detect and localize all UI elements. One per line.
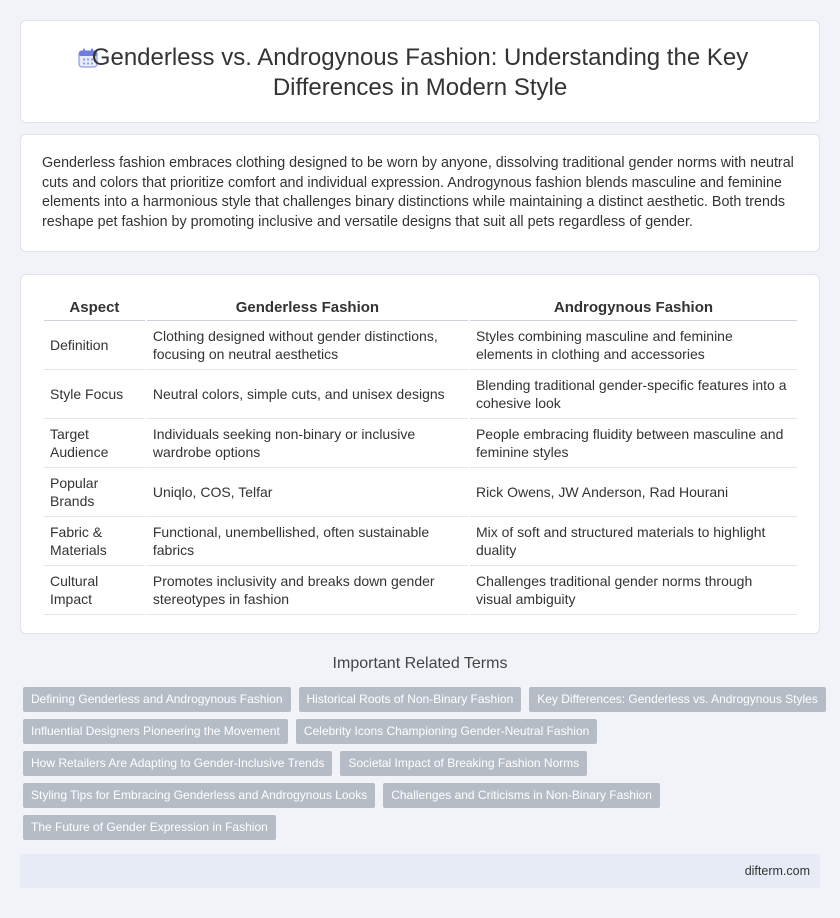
related-term-link[interactable]: Influential Designers Pioneering the Movement [23,719,288,744]
row-aspect: Style Focus [44,370,145,419]
row-genderless: Clothing designed without gender distinctions, focusing on neutral aesthetics [147,321,468,370]
row-aspect: Cultural Impact [44,566,145,615]
related-terms-heading: Important Related Terms [332,655,508,672]
row-genderless: Individuals seeking non-binary or inclusive wardrobe options [147,419,468,468]
row-aspect: Popular Brands [44,468,145,517]
intro-paragraph: Genderless fashion embraces clothing designed to be worn by anyone, dissolving traditional gender norms with neutral cuts and colors that prioritize comfort and individual expression. Androgynous fashion blends masculine and feminine elements into a harmonious style that challenges binary distinctions while maintaining a distinct aesthetic. Both trends reshape pet fashion by promoting inclusive and versatile designs that suit all pets regardless of gender. [42,155,794,230]
row-androgynous: Rick Owens, JW Anderson, Rad Hourani [470,468,797,517]
intro-card [20,134,820,252]
row-genderless: Neutral colors, simple cuts, and unisex designs [147,370,468,419]
table-header-row [44,295,797,321]
related-term-link[interactable]: Historical Roots of Non-Binary Fashion [299,687,522,712]
comparison-table [42,295,799,615]
table-row [44,468,797,517]
row-androgynous: Mix of soft and structured materials to highlight duality [470,517,797,566]
row-androgynous: Blending traditional gender-specific features into a cohesive look [470,370,797,419]
row-aspect: Fabric & Materials [44,517,145,566]
related-term-link[interactable]: Challenges and Criticisms in Non-Binary Fashion [383,783,660,808]
related-term-link[interactable]: Key Differences: Genderless vs. Androgynous Styles [529,687,826,712]
title-card [20,20,820,123]
row-genderless: Uniqlo, COS, Telfar [147,468,468,517]
comparison-card [20,274,820,634]
related-term-link[interactable]: Styling Tips for Embracing Genderless and Androgynous Looks [23,783,375,808]
table-row [44,321,797,370]
site-link[interactable]: difterm.com [744,864,810,878]
row-androgynous: People embracing fluidity between masculine and feminine styles [470,419,797,468]
column-header-androgynous: Androgynous Fashion [470,295,797,321]
table-row [44,566,797,615]
related-term-link[interactable]: Societal Impact of Breaking Fashion Norms [340,751,587,776]
row-aspect: Definition [44,321,145,370]
footer [20,854,820,888]
page-title: Genderless vs. Androgynous Fashion: Understanding the Key Differences in Modern Style [91,44,749,101]
related-terms-list [23,687,823,847]
table-row [44,517,797,566]
row-genderless: Functional, unembellished, often sustainable fabrics [147,517,468,566]
related-term-link[interactable]: The Future of Gender Expression in Fashion [23,815,276,840]
table-row [44,419,797,468]
row-genderless: Promotes inclusivity and breaks down gender stereotypes in fashion [147,566,468,615]
row-androgynous: Challenges traditional gender norms through visual ambiguity [470,566,797,615]
related-term-link[interactable]: Defining Genderless and Androgynous Fashion [23,687,291,712]
column-header-genderless: Genderless Fashion [147,295,468,321]
table-row [44,370,797,419]
related-term-link[interactable]: Celebrity Icons Championing Gender-Neutral Fashion [296,719,597,744]
related-term-link[interactable]: How Retailers Are Adapting to Gender-Inclusive Trends [23,751,332,776]
row-androgynous: Styles combining masculine and feminine elements in clothing and accessories [470,321,797,370]
row-aspect: Target Audience [44,419,145,468]
column-header-aspect: Aspect [44,295,145,321]
